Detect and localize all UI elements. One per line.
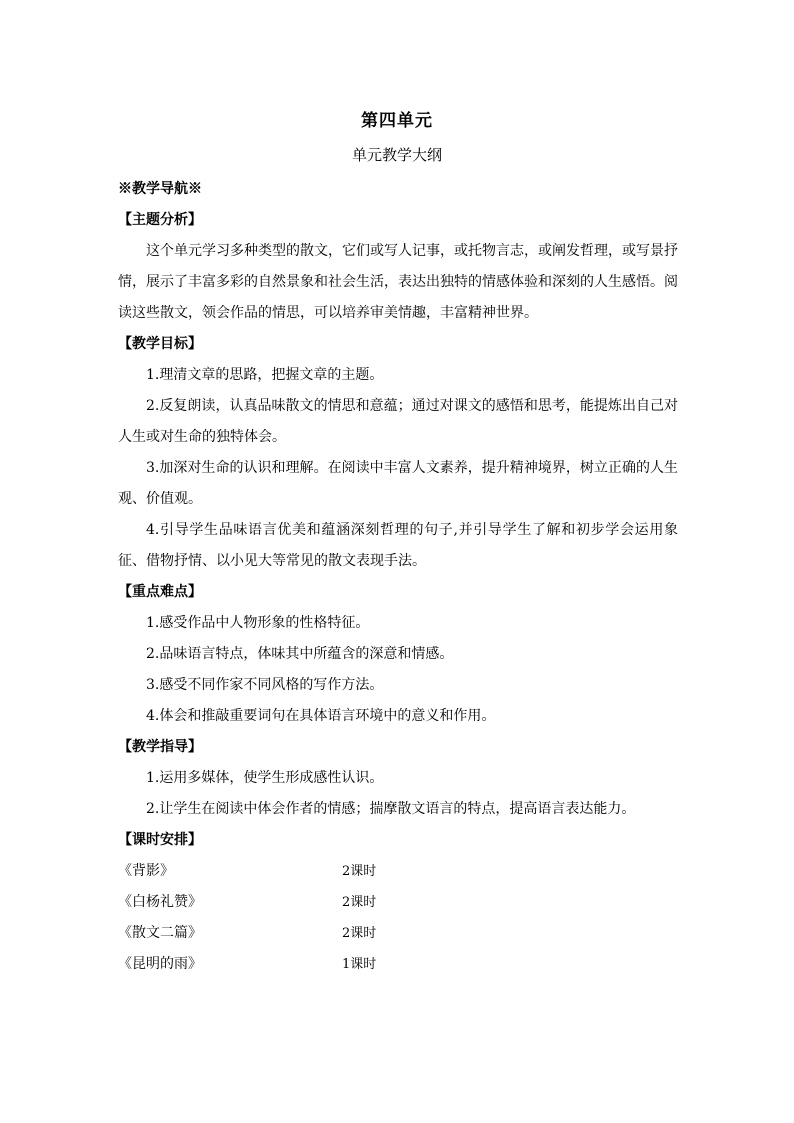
theme-heading: 【主题分析】 [118, 212, 202, 228]
lesson-title: 《散文二篇》 [118, 925, 202, 941]
goal-item: 1.理清文章的思路，把握文章的主题。 [146, 367, 384, 383]
goal-item: 3.加深对生命的认识和理解。在阅读中丰富人文素养，提升精神境界，树立正确的人生观、价值观。 [118, 460, 678, 507]
schedule-row [118, 918, 678, 949]
schedule-row [118, 887, 678, 918]
key-point-item: 1.感受作品中人物形象的性格特征。 [146, 615, 370, 631]
guide-heading: ※教学导航※ [118, 181, 202, 197]
key-point-item: 2.品味语言特点，体味其中所蕴含的深意和情感。 [146, 646, 454, 662]
lesson-title: 《昆明的雨》 [118, 956, 202, 972]
key-point-item: 4.体会和推敲重要词句在具体语言环境中的意义和作用。 [146, 708, 496, 724]
lesson-hours: 1课时 [342, 957, 377, 972]
guidance-heading: 【教学指导】 [118, 739, 202, 755]
goal-item: 2.反复朗读，认真品味散文的情思和意蕴；通过对课文的感悟和思考，能提炼出自己对人生或对生命的独特体会。 [118, 398, 678, 445]
lesson-title: 《白杨礼赞》 [118, 894, 202, 910]
guidance-item: 1.运用多媒体，使学生形成感性认识。 [146, 770, 384, 786]
lesson-hours: 2课时 [342, 895, 377, 910]
page-subtitle: 单元教学大纲 [351, 146, 442, 164]
goals-heading: 【教学目标】 [118, 336, 202, 352]
schedule-heading: 【课时安排】 [118, 832, 202, 848]
document-body [118, 174, 678, 980]
key-points-heading: 【重点难点】 [118, 584, 202, 600]
schedule-row [118, 856, 678, 887]
page-title: 第四单元 [361, 111, 433, 131]
lesson-hours: 2课时 [342, 864, 377, 879]
key-point-item: 3.感受不同作家不同风格的写作方法。 [146, 677, 384, 693]
lesson-title: 《背影》 [118, 863, 174, 879]
theme-paragraph: 这个单元学习多种类型的散文，它们或写人记事，或托物言志，或阐发哲理，或写景抒情，展示了丰富多彩的自然景象和社会生活，表达出独特的情感体验和深刻的人生感悟。阅读这些散文，领会作品的情思，可以培养审美情趣，丰富精神世界。 [118, 243, 678, 321]
guidance-item: 2.让学生在阅读中体会作者的情感；揣摩散文语言的特点，提高语言表达能力。 [146, 801, 636, 817]
schedule-row [118, 949, 678, 980]
lesson-hours: 2课时 [342, 926, 377, 941]
goal-item: 4.引导学生品味语言优美和蕴涵深刻哲理的句子,并引导学生了解和初步学会运用象征、借物抒情、以小见大等常见的散文表现手法。 [118, 522, 678, 569]
